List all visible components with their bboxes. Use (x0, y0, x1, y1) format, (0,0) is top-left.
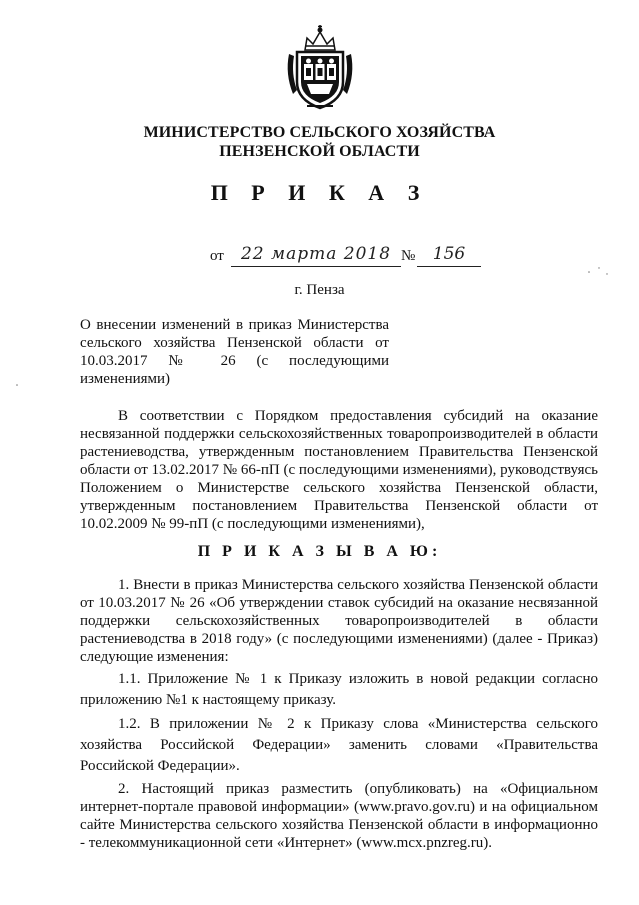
scan-speckle-mark (14, 380, 22, 390)
handwritten-number: 156 (417, 244, 481, 267)
city-label: г. Пенза (294, 282, 345, 298)
order-items (80, 576, 598, 852)
order-item-1-2: 1.2. В приложении № 2 к Приказу слова «Министерства сельского хозяйства Российской Федерации» заменить словами «Правительства Российской Федерации». (80, 716, 598, 774)
order-subject: О внесении изменений в приказ Министерства сельского хозяйства Пензенской области от 10.03.2017 № 26 (с последующими изменениями) (80, 317, 389, 387)
number-sign-label: № (401, 248, 416, 264)
scan-speckle-mark (585, 262, 615, 282)
order-item-1-1: 1.1. Приложение № 1 к Приказу изложить в новой редакции согласно приложению №1 к настоящему приказу. (80, 671, 598, 708)
document-type-heading: П Р И К А З (210, 180, 429, 205)
date-prefix-label: от (210, 248, 224, 264)
preamble-paragraph: В соответствии с Порядком предоставления субсидий на оказание несвязанной поддержки сельскохозяйственных товаропроизводителей в области растениеводства, утвержденным постановлением Правительства Пензенской области от 13.02.2017 № 66-пП (с последующими изменениями), руководствуясь Положением о Министерстве сельского хозяйства Пензенской области, утвержденным постановлением Правительства Пензенской области от 10.02.2009 № 99-пП (с последующими изменениями), (80, 408, 598, 532)
ministry-title-line1: МИНИСТЕРСТВО СЕЛЬСКОГО ХОЗЯЙСТВА (143, 124, 496, 141)
ministry-title-line2: ПЕНЗЕНСКОЙ ОБЛАСТИ (219, 143, 420, 160)
preamble (80, 407, 598, 533)
order-item-2: 2. Настоящий приказ разместить (опубликовать) на «Официальном интернет-портале правовой информации» (www.pravo.gov.ru) и на официальном сайте Министерства сельского хозяйства Пензенской области в информационно - телекоммуникационной сети «Интернет» (www.mcx.pnzreg.ru). (80, 781, 598, 851)
order-item-1: 1. Внести в приказ Министерства сельского хозяйства Пензенской области от 10.03.2017 № 26 «Об утверждении ставок субсидий на оказание несвязанной поддержки сельскохозяйственных товаропроизводителей в области растениеводства в 2018 году» (с последующими изменениями) (далее - Приказ) следующие изменения: (80, 577, 598, 665)
handwritten-date: 22 марта 2018 (231, 244, 401, 267)
date-number-line (210, 244, 490, 274)
ministry-title (0, 123, 639, 161)
order-heading: П Р И К А З Ы В А Ю: (197, 543, 442, 560)
coat-of-arms-icon (283, 24, 357, 110)
